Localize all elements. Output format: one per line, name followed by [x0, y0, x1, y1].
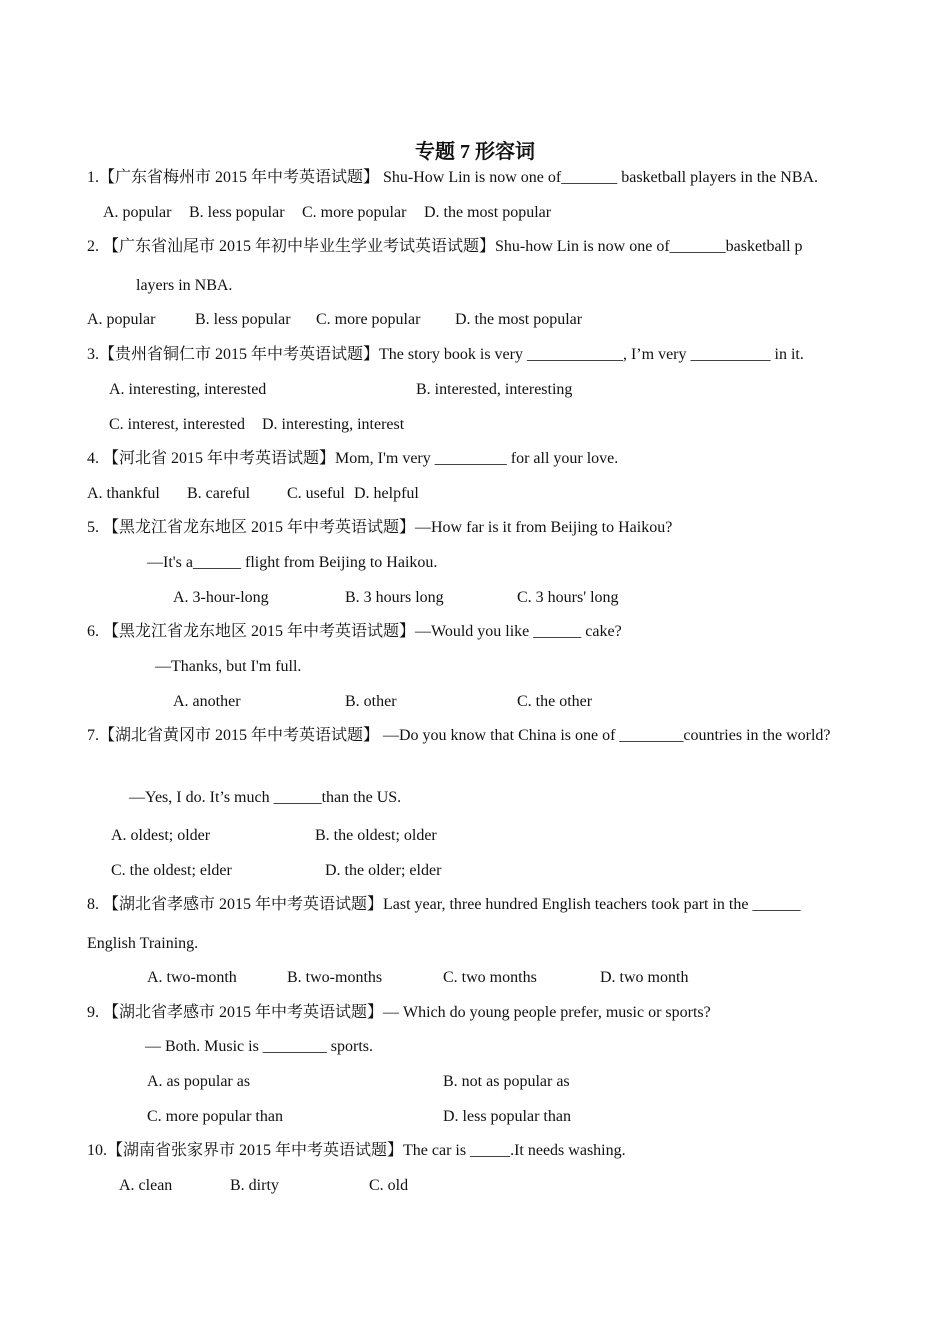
question-4-option-c: C. useful	[287, 485, 345, 502]
question-5-stem-continued: —It's a______ flight from Beijing to Haikou.	[147, 554, 438, 571]
question-1-option-d: D. the most popular	[424, 204, 552, 221]
page-title: 专题 7 形容词	[415, 141, 535, 163]
question-1-option-b: B. less popular	[189, 204, 285, 221]
question-10-option-a: A. clean	[119, 1177, 173, 1194]
question-9-option-b: B. not as popular as	[443, 1073, 570, 1090]
question-9-stem-continued: — Both. Music is ________ sports.	[145, 1038, 374, 1055]
question-5-option-c: C. 3 hours' long	[517, 589, 619, 606]
question-8-stem-continued: English Training.	[87, 935, 199, 952]
question-3-option-c: C. interest, interested	[109, 416, 245, 433]
question-7-option-b: B. the oldest; older	[315, 827, 437, 844]
question-2-option-d: D. the most popular	[455, 311, 583, 328]
question-6-option-a: A. another	[173, 693, 241, 710]
question-1-option-a: A. popular	[103, 204, 172, 221]
question-10-option-c: C. old	[369, 1177, 409, 1194]
question-6-stem-continued: —Thanks, but I'm full.	[155, 658, 302, 675]
question-5-option-b: B. 3 hours long	[345, 589, 444, 606]
question-3-option-b: B. interested, interesting	[416, 381, 573, 398]
question-2-stem-continued: layers in NBA.	[136, 277, 233, 294]
question-4-option-a: A. thankful	[87, 485, 160, 502]
question-8-option-b: B. two-months	[287, 969, 383, 986]
question-10-option-b: B. dirty	[230, 1177, 279, 1194]
question-2-stem: 2. 【广东省汕尾市 2015 年初中毕业生学业考试英语试题】Shu-how Lin is now one of_______basketball p	[87, 238, 803, 255]
question-1-option-c: C. more popular	[302, 204, 407, 221]
question-9-option-d: D. less popular than	[443, 1108, 571, 1125]
question-8-option-c: C. two months	[443, 969, 537, 986]
question-7-stem: 7.【湖北省黄冈市 2015 年中考英语试题】 —Do you know that China is one of ________countries in the world?	[87, 727, 831, 744]
question-1-stem: 1.【广东省梅州市 2015 年中考英语试题】 Shu-How Lin is now one of_______ basketball players in the NBA.	[87, 169, 819, 186]
question-8-option-a: A. two-month	[147, 969, 237, 986]
question-4-option-b: B. careful	[187, 485, 251, 502]
question-7-option-a: A. oldest; older	[111, 827, 211, 844]
question-9-option-a: A. as popular as	[147, 1073, 251, 1090]
question-6-option-c: C. the other	[517, 693, 593, 710]
question-2-option-a: A. popular	[87, 311, 156, 328]
question-6-stem: 6. 【黑龙江省龙东地区 2015 年中考英语试题】—Would you like ______ cake?	[87, 623, 622, 640]
question-3-stem: 3.【贵州省铜仁市 2015 年中考英语试题】The story book is very ____________, I’m very __________ in it.	[87, 346, 804, 363]
question-5-stem: 5. 【黑龙江省龙东地区 2015 年中考英语试题】—How far is it from Beijing to Haikou?	[87, 519, 673, 536]
question-9-option-c: C. more popular than	[147, 1108, 283, 1125]
question-2-option-c: C. more popular	[316, 311, 421, 328]
question-8-stem: 8. 【湖北省孝感市 2015 年中考英语试题】Last year, three hundred English teachers took part in the ______	[87, 896, 801, 913]
question-5-option-a: A. 3-hour-long	[173, 589, 269, 606]
question-7-stem-continued: —Yes, I do. It’s much ______than the US.	[129, 789, 402, 806]
question-8-option-d: D. two month	[600, 969, 689, 986]
question-7-option-c: C. the oldest; elder	[111, 862, 232, 879]
question-7-option-d: D. the older; elder	[325, 862, 442, 879]
question-9-stem: 9. 【湖北省孝感市 2015 年中考英语试题】— Which do young people prefer, music or sports?	[87, 1004, 711, 1021]
question-3-option-d: D. interesting, interest	[262, 416, 405, 433]
question-2-option-b: B. less popular	[195, 311, 291, 328]
question-3-option-a: A. interesting, interested	[109, 381, 267, 398]
question-4-option-d: D. helpful	[354, 485, 419, 502]
question-4-stem: 4. 【河北省 2015 年中考英语试题】Mom, I'm very _________ for all your love.	[87, 450, 619, 467]
question-6-option-b: B. other	[345, 693, 397, 710]
question-10-stem: 10.【湖南省张家界市 2015 年中考英语试题】The car is _____.It needs washing.	[87, 1142, 626, 1159]
